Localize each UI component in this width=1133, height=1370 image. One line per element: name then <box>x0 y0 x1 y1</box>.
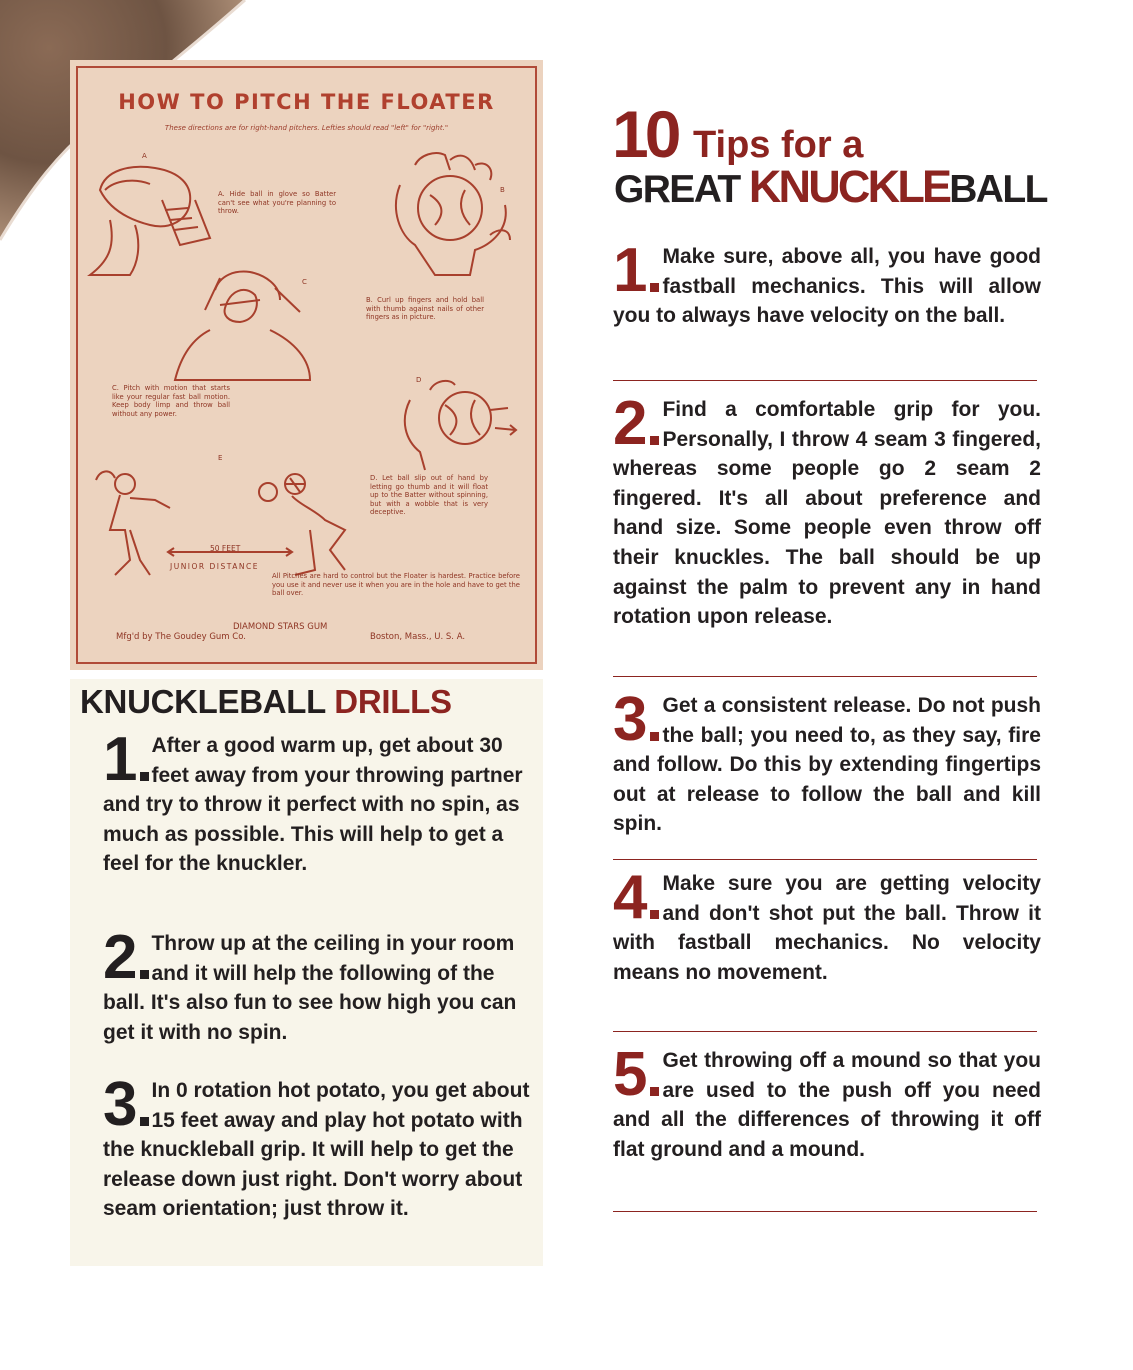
tip-divider <box>613 1031 1037 1032</box>
tip-divider <box>613 1211 1037 1212</box>
caption-step-d: D. Let ball slip out of hand by letting go thumb and it will float up to the Batter without spinning, but with a wobble that is very deceptive. <box>370 474 488 517</box>
card-distance-label: 50 FEET <box>210 544 241 553</box>
card-city: Boston, Mass., U. S. A. <box>370 632 466 642</box>
card-label-c: C <box>302 278 307 286</box>
card-brand: DIAMOND STARS GUM <box>233 622 328 632</box>
tip-text: Make sure, above all, you have good fastball mechanics. This will allow you to always have velocity on the ball. <box>613 245 1041 328</box>
glove-hand-illustration <box>90 167 210 275</box>
card-note: All Pitches are hard to control but the Floater is hardest. Practice before you use it and never use it when you are in the hole and have to get the ball over. <box>272 572 520 598</box>
tip-divider <box>613 859 1037 860</box>
caption-step-c: C. Pitch with motion that starts like your regular fast ball motion. Keep body limp and throw ball without any power. <box>112 384 230 418</box>
heading-knuckle: KNUCKLE <box>748 161 950 212</box>
pitcher-windup-illustration <box>175 272 310 380</box>
heading-great-knuckleball <box>614 161 1047 213</box>
heading-tips-text: Tips for a <box>693 124 864 166</box>
drill-text: In 0 rotation hot potato, you get about 15 feet away and play hot potato with the knuckleball grip. It will help to get the release down just right. Don't worry about seam orientation; just throw it. <box>103 1079 530 1221</box>
tip-number: 5 <box>613 1049 658 1101</box>
caption-step-b: B. Curl up fingers and hold ball with thumb against nails of other fingers as in picture. <box>366 296 484 322</box>
tip-number: 4 <box>613 872 658 924</box>
tip-text: Make sure you are getting velocity and don't shot put the ball. Throw it with fastball mechanics. No velocity means no movement. <box>613 872 1041 984</box>
card-subtitle: These directions are for right-hand pitchers. Lefties should read "left" for "right." <box>164 124 449 132</box>
tip-item <box>613 685 1041 839</box>
tip-text: Find a comfortable grip for you. Personally, I throw 4 seam 3 fingered, whereas some people go 2 seam 2 fingered. It's all about preference and hand size. Some people even throw off their knuckles. The ball should be up against the palm to prevent any in hand rotation upon release. <box>613 398 1041 629</box>
pitcher-throwing-illustration <box>96 471 170 575</box>
card-label-e: E <box>218 454 223 462</box>
caption-step-a: A. Hide ball in glove so Batter can't see what you're planning to throw. <box>218 190 336 216</box>
tip-number: 2 <box>613 398 658 450</box>
heading-great: GREAT <box>614 168 749 211</box>
drill-number: 1 <box>103 734 147 786</box>
release-hand-illustration <box>405 381 516 470</box>
drill-item <box>103 725 533 879</box>
drill-text: Throw up at the ceiling in your room and it will help the following of the ball. It's also fun to see how high you can get it with no spin. <box>103 932 517 1044</box>
drills-title <box>80 683 452 721</box>
card-label-b: B <box>500 186 505 194</box>
drill-text: After a good warm up, get about 30 feet away from your throwing partner and try to throw it perfect with no spin, as much as possible. This will help to get a feel for the knuckler. <box>103 734 523 876</box>
drill-item <box>103 923 533 1047</box>
card-label-a: A <box>142 152 147 160</box>
vintage-pitching-card <box>70 60 543 670</box>
drills-box <box>70 679 543 1266</box>
drill-number: 3 <box>103 1079 147 1131</box>
tip-item <box>613 389 1041 632</box>
drills-title-black: KNUCKLEBALL <box>80 683 326 720</box>
heading-number: 10 <box>612 97 678 171</box>
tip-text: Get throwing off a mound so that you are used to the push off you need and all the differences of throwing it off flat ground and a mound. <box>613 1049 1041 1161</box>
drill-item <box>103 1070 533 1224</box>
card-maker: Mfg'd by The Goudey Gum Co. <box>116 632 246 642</box>
tip-divider <box>613 380 1037 381</box>
tip-divider <box>613 676 1037 677</box>
drills-title-red: DRILLS <box>334 683 452 720</box>
tip-number: 1 <box>613 245 658 297</box>
hand-grip-illustration <box>396 153 510 275</box>
tip-item <box>613 236 1041 331</box>
card-junior-label: JUNIOR DISTANCE <box>170 562 259 571</box>
drill-number: 2 <box>103 932 147 984</box>
heading-ball: BALL <box>949 168 1047 211</box>
card-label-d: D <box>416 376 422 384</box>
catcher-illustration <box>259 474 345 575</box>
tip-item <box>613 1040 1041 1164</box>
tip-number: 3 <box>613 694 658 746</box>
tip-text: Get a consistent release. Do not push the ball; you need to, as they say, fire and follow. Do this by extending fingertips out at release to follow the ball and kill spin. <box>613 694 1041 836</box>
tip-item <box>613 863 1041 987</box>
card-title: HOW TO PITCH THE FLOATER <box>118 90 495 114</box>
